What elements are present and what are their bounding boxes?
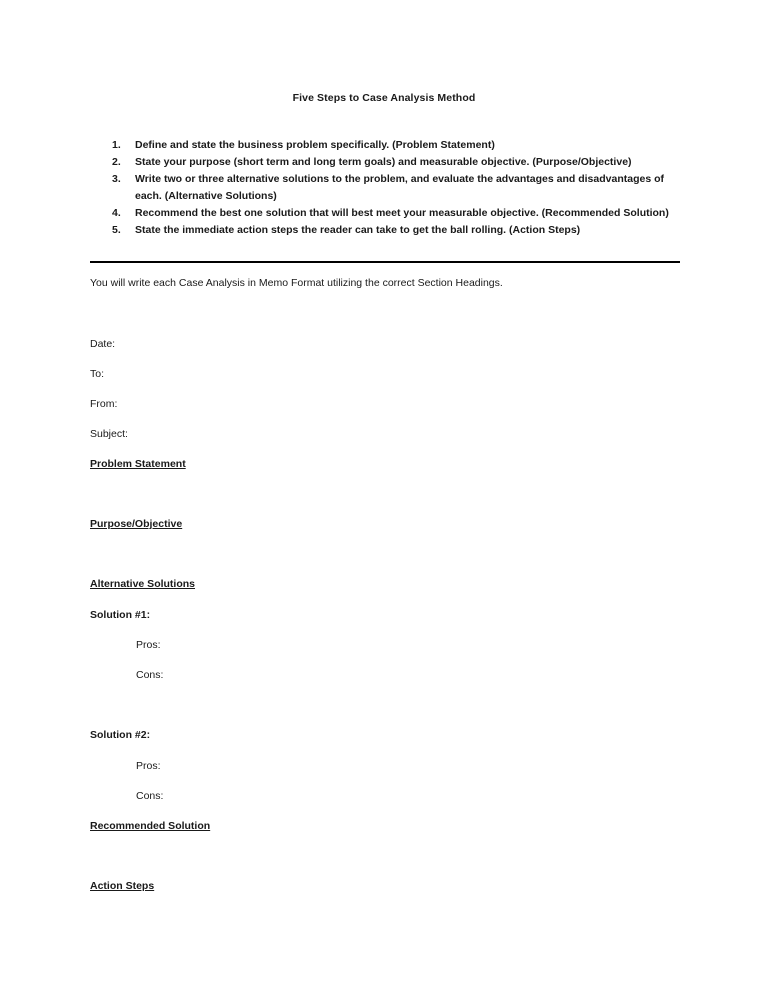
steps-list: [112, 137, 680, 239]
step-text: State the immediate action steps the reader can take to get the ball rolling. (Action Steps): [135, 224, 581, 236]
solution-2-label: Solution #2:: [90, 729, 151, 741]
horizontal-rule: [90, 261, 680, 263]
step-item: [112, 137, 680, 154]
step-item: [112, 154, 680, 171]
step-text: State your purpose (short term and long term goals) and measurable objective. (Purpose/Objective): [135, 156, 632, 168]
heading-problem-statement: Problem Statement: [90, 458, 186, 470]
step-number: 1.: [112, 139, 121, 151]
heading-action-steps: Action Steps: [90, 880, 155, 892]
memo-subject-label: Subject:: [90, 428, 128, 440]
solution-2-cons: Cons:: [136, 790, 164, 802]
memo-to-label: To:: [90, 368, 105, 380]
heading-alternative-solutions: Alternative Solutions: [90, 578, 196, 590]
step-item: [112, 205, 680, 222]
document-title: Five Steps to Case Analysis Method: [292, 92, 476, 104]
step-text: Define and state the business problem specifically. (Problem Statement): [135, 139, 495, 151]
memo-from-label: From:: [90, 398, 118, 410]
solution-1-pros: Pros:: [136, 639, 161, 651]
step-number: 3.: [112, 173, 121, 185]
step-number: 5.: [112, 224, 121, 236]
solution-1-label: Solution #1:: [90, 609, 151, 621]
intro-text: You will write each Case Analysis in Memo Format utilizing the correct Section Headings.: [90, 277, 503, 289]
step-text: Write two or three alternative solutions to the problem, and evaluate the advantages and disadvantages of each. (Alternative Solutions): [135, 173, 665, 202]
solution-2-pros: Pros:: [136, 760, 161, 772]
solution-1-cons: Cons:: [136, 669, 164, 681]
step-item: [112, 171, 680, 205]
step-text: Recommend the best one solution that will best meet your measurable objective. (Recommended Solution): [135, 207, 669, 219]
heading-recommended-solution: Recommended Solution: [90, 820, 211, 832]
heading-purpose-objective: Purpose/Objective: [90, 518, 183, 530]
memo-date-label: Date:: [90, 338, 116, 350]
step-number: 4.: [112, 207, 121, 219]
step-item: [112, 222, 680, 239]
step-number: 2.: [112, 156, 121, 168]
